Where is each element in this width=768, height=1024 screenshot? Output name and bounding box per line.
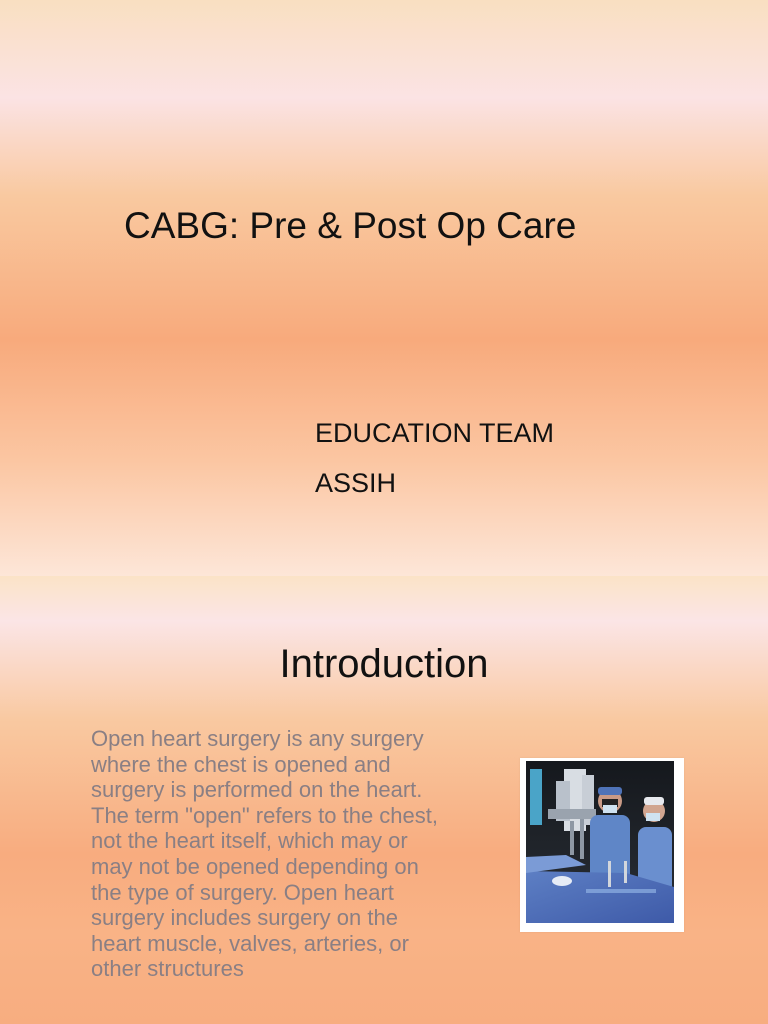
surgery-photo-illustration bbox=[526, 761, 674, 923]
slide-title: Introduction bbox=[279, 642, 489, 686]
subtitle-education-team: EDUCATION TEAM bbox=[315, 418, 555, 448]
subtitle-organization: ASSIH bbox=[315, 468, 397, 498]
slide-title: CABG: Pre & Post Op Care bbox=[124, 205, 577, 246]
surgery-photo bbox=[520, 758, 684, 932]
introduction-slide bbox=[0, 576, 768, 1024]
body-text: Open heart surgery is any surgery where the chest is opened and surgery is performed on the heart. The term "open" refers to the chest, not the heart itself, which may or may not be opened depending on the type of surgery. Open heart surgery includes surgery on the heart muscle, valves, arteries, or other structures bbox=[91, 726, 439, 982]
